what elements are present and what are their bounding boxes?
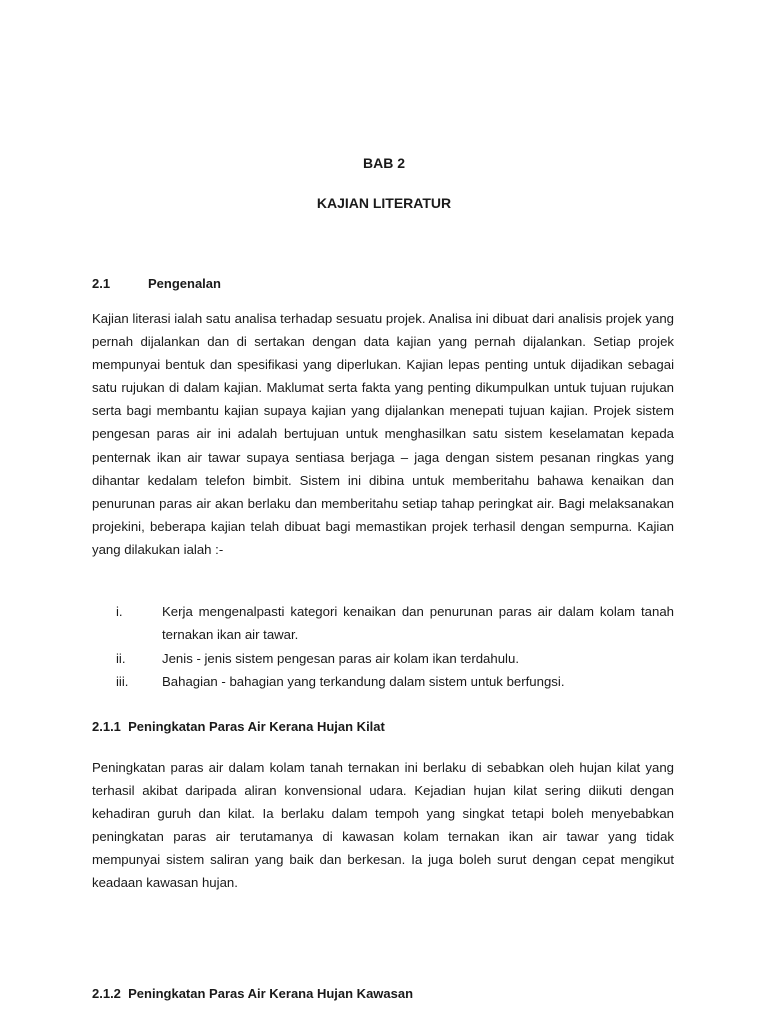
list-item [92,647,674,670]
section-heading-2-1-1: 2.1.1 Peningkatan Paras Air Kerana Hujan Kilat [92,719,385,734]
list-marker: iii. [116,674,129,690]
list-item [92,600,674,647]
list-marker: ii. [116,650,126,666]
chapter-number: BAB 2 [362,155,405,171]
list-text: Bahagian - bahagian yang terkandung dalam sistem untuk berfungsi. [162,674,565,690]
list-text: Jenis - jenis sistem pengesan paras air kolam ikan terdahulu. [162,650,519,666]
chapter-title: KAJIAN LITERATUR [316,195,452,211]
intro-paragraph: Kajian literasi ialah satu analisa terhadap sesuatu projek. Analisa ini dibuat dari analisis projek yang pernah dijalankan dan di sertakan dengan data kajian yang pernah dijalankan. Setiap projek mempunyai bentuk dan spesifikasi yang diperlukan. Kajian lepas penting untuk dijadikan sebagai satu rujukan di dalam kajian. Maklumat serta fakta yang penting dikumpulkan untuk tujuan rujukan serta bagi membantu kajian supaya kajian yang dijalankan menepati tujuan kajian. Projek sistem pengesan paras air ini adalah bertujuan untuk menghasilkan satu sistem keselamatan kepada penternak ikan air tawar supaya sentiasa berjaga – jaga dengan sistem pesanan ringkas yang dihantar kedalam telefon bimbit. Sistem ini dibina untuk memberitahu bahawa kenaikan dan penurunan paras air akan berlaku dan memberitahu setiap tahap peringkat air. Bagi melaksanakan projekini, beberapa kajian telah dibuat bagi memastikan projek terhasil dengan sempurna. Kajian yang dilakukan ialah :- [92,311,674,557]
section-heading-2-1 [92,276,221,291]
study-list [92,600,674,694]
list-item [92,670,674,693]
section-title: Pengenalan [148,276,221,291]
section-number: 2.1 [92,276,111,291]
section-heading-2-1-2: 2.1.2 Peningkatan Paras Air Kerana Hujan Kawasan [92,986,414,1001]
list-marker: i. [116,604,123,619]
list-text: Kerja mengenalpasti kategori kenaikan dan penurunan paras air dalam kolam tanah ternakan ikan air tawar. [162,604,674,643]
hujan-kilat-paragraph: Peningkatan paras air dalam kolam tanah ternakan ini berlaku di sebabkan oleh hujan kilat yang terhasil akibat daripada aliran konvensional udara. Kejadian hujan kilat sering diikuti dengan kehadiran guruh dan kilat. Ia berlaku dalam tempoh yang singkat tetapi boleh menyebabkan peningkatan paras air terutamanya di kawasan kolam ternakan ikan air tawar yang tidak mempunyai sistem saliran yang baik dan berkesan. Ia juga boleh surut dengan cepat mengikut keadaan kawasan hujan. [92,760,674,891]
